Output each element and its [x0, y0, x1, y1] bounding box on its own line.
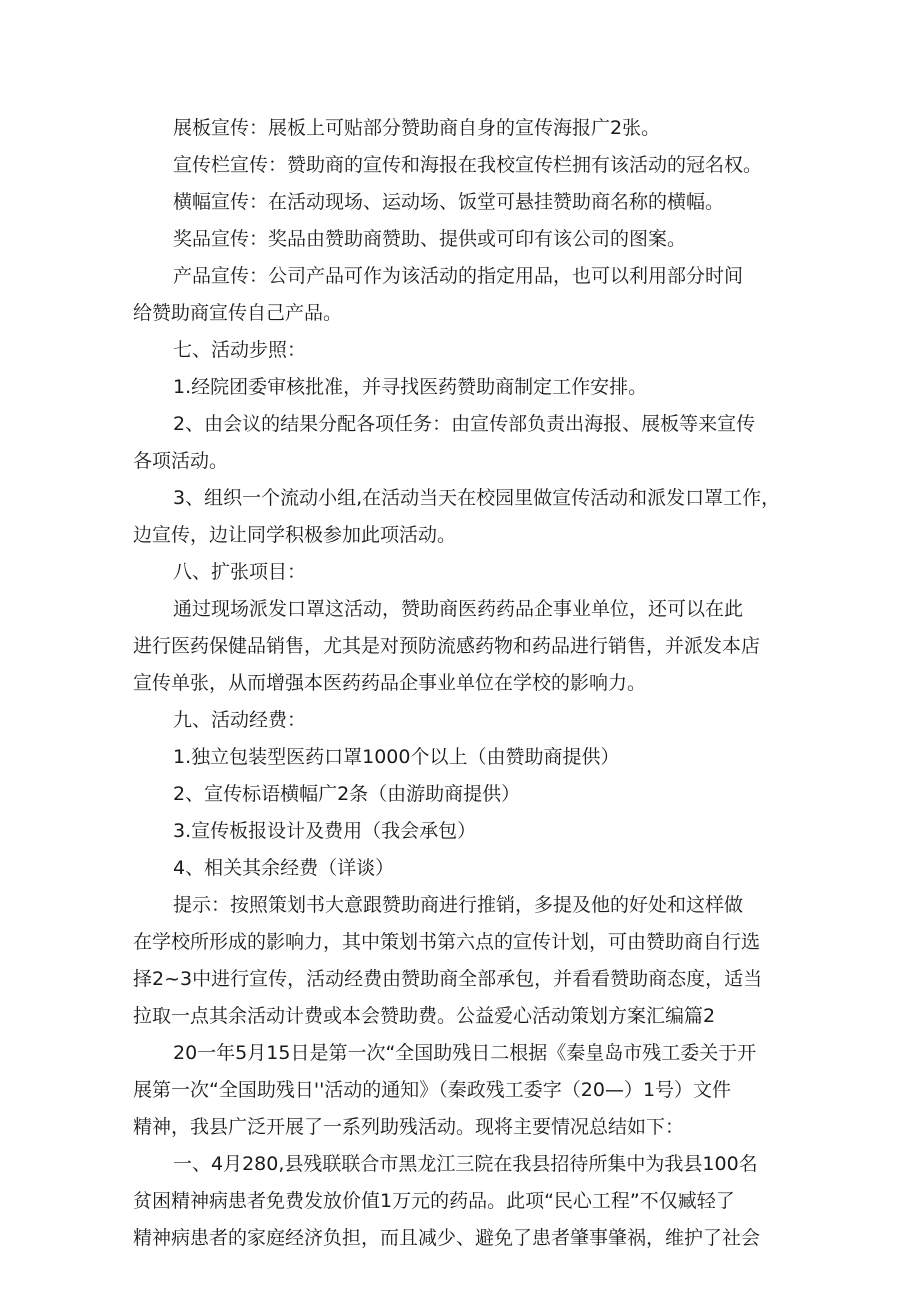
paragraph — [133, 332, 795, 369]
paragraph — [133, 1146, 795, 1257]
paragraph — [133, 591, 795, 702]
text-line: 2、宣传标语横幅广2条（由游助商提供） — [173, 783, 521, 805]
paragraph — [133, 110, 795, 147]
text-line: 九、活动经费： — [173, 709, 307, 731]
paragraph — [133, 850, 795, 887]
text-line: 拉取一点其余活动计费或本会赞助费。公益爱心活动策划方案汇编篇2 — [133, 1005, 716, 1027]
paragraph — [133, 887, 795, 1035]
text-line: 择2~3中进行宣传，活动经费由赞助商全部承包，并看看赞助商态度，适当 — [133, 968, 763, 990]
text-line: 精神，我县广泛开展了一系列助残活动。现将主要情况总结如下： — [133, 1116, 685, 1138]
text-line: 2、由会议的结果分配各项任务：由宣传部负责出海报、展板等来宣传 — [173, 413, 756, 435]
paragraph — [133, 1035, 795, 1146]
text-line: 展第一次“全国助残日''活动的通知》（秦政残工委字（20—）1号）文件 — [133, 1079, 732, 1101]
text-line: 在学校所形成的影响力，其中策划书第六点的宣传计划，可由赞助商自行选 — [133, 931, 761, 953]
text-line: 1.经院团委审核批准，并寻找医药赞助商制定工作安排。 — [173, 376, 648, 398]
text-line: 4、相关其余经费（详谈） — [173, 857, 395, 879]
text-line: 展板宣传：展板上可贴部分赞助商自身的宣传海报广2张。 — [173, 117, 661, 139]
text-line: 1.独立包装型医药口罩1000个以上（由赞助商提供） — [173, 746, 620, 768]
text-line: 一、4月280,县残联联合市黑龙江三院在我县招待所集中为我县100名 — [173, 1153, 758, 1175]
text-line: 3、组织一个流动小组,在活动当天在校园里做宣传活动和派发口罩工作， — [173, 487, 781, 509]
text-line: 宣传栏宣传：赞助商的宣传和海报在我校宣传栏拥有该活动的冠名权。 — [173, 154, 763, 176]
paragraph — [133, 554, 795, 591]
text-line: 各项活动。 — [133, 450, 229, 472]
paragraph — [133, 776, 795, 813]
paragraph — [133, 480, 795, 554]
text-line: 进行医药保健品销售，尤其是对预防流感药物和药品进行销售，并派发本店 — [133, 635, 761, 657]
text-line: 3.宣传板报设计及费用（我会承包） — [173, 820, 477, 842]
paragraph — [133, 369, 795, 406]
text-line: 奖品宣传：奖品由赞助商赞助、提供或可印有该公司的图案。 — [173, 228, 687, 250]
paragraph — [133, 702, 795, 739]
text-line: 七、活动步照： — [173, 339, 307, 361]
text-line: 边宣传，边让同学积极参加此项活动。 — [133, 524, 457, 546]
text-line: 通过现场派发口罩这活动，赞助商医药药品企事业单位，还可以在此 — [173, 598, 744, 620]
paragraph — [133, 258, 795, 332]
text-line: 提示：按照策划书大意跟赞助商进行推销，多提及他的好处和这样做 — [173, 894, 744, 916]
text-line: 贫困精神病患者免费发放价值1万元的药品。此项“民心工程”不仅臧轻了 — [133, 1190, 735, 1212]
document-body — [133, 110, 795, 1257]
text-line: 20一年5月15日是第一次“全国助残日二根据《秦皇岛市残工委关于开 — [173, 1042, 757, 1064]
text-line: 横幅宣传：在活动现场、运动场、饭堂可悬挂赞助商名称的横幅。 — [173, 191, 725, 213]
text-line: 给赞助商宣传自己产品。 — [133, 302, 343, 324]
text-line: 八、扩张项目： — [173, 561, 307, 583]
paragraph — [133, 406, 795, 480]
paragraph — [133, 147, 795, 184]
paragraph — [133, 813, 795, 850]
paragraph — [133, 221, 795, 258]
text-line: 精神病患者的家庭经济负担，而且减少、避免了患者肇事肇祸，维护了社会 — [133, 1227, 761, 1249]
paragraph — [133, 739, 795, 776]
text-line: 产品宣传：公司产品可作为该活动的指定用品，也可以利用部分时间 — [173, 265, 744, 287]
paragraph — [133, 184, 795, 221]
text-line: 宣传单张，从而增强本医药药品企事业单位在学校的影响力。 — [133, 672, 647, 694]
